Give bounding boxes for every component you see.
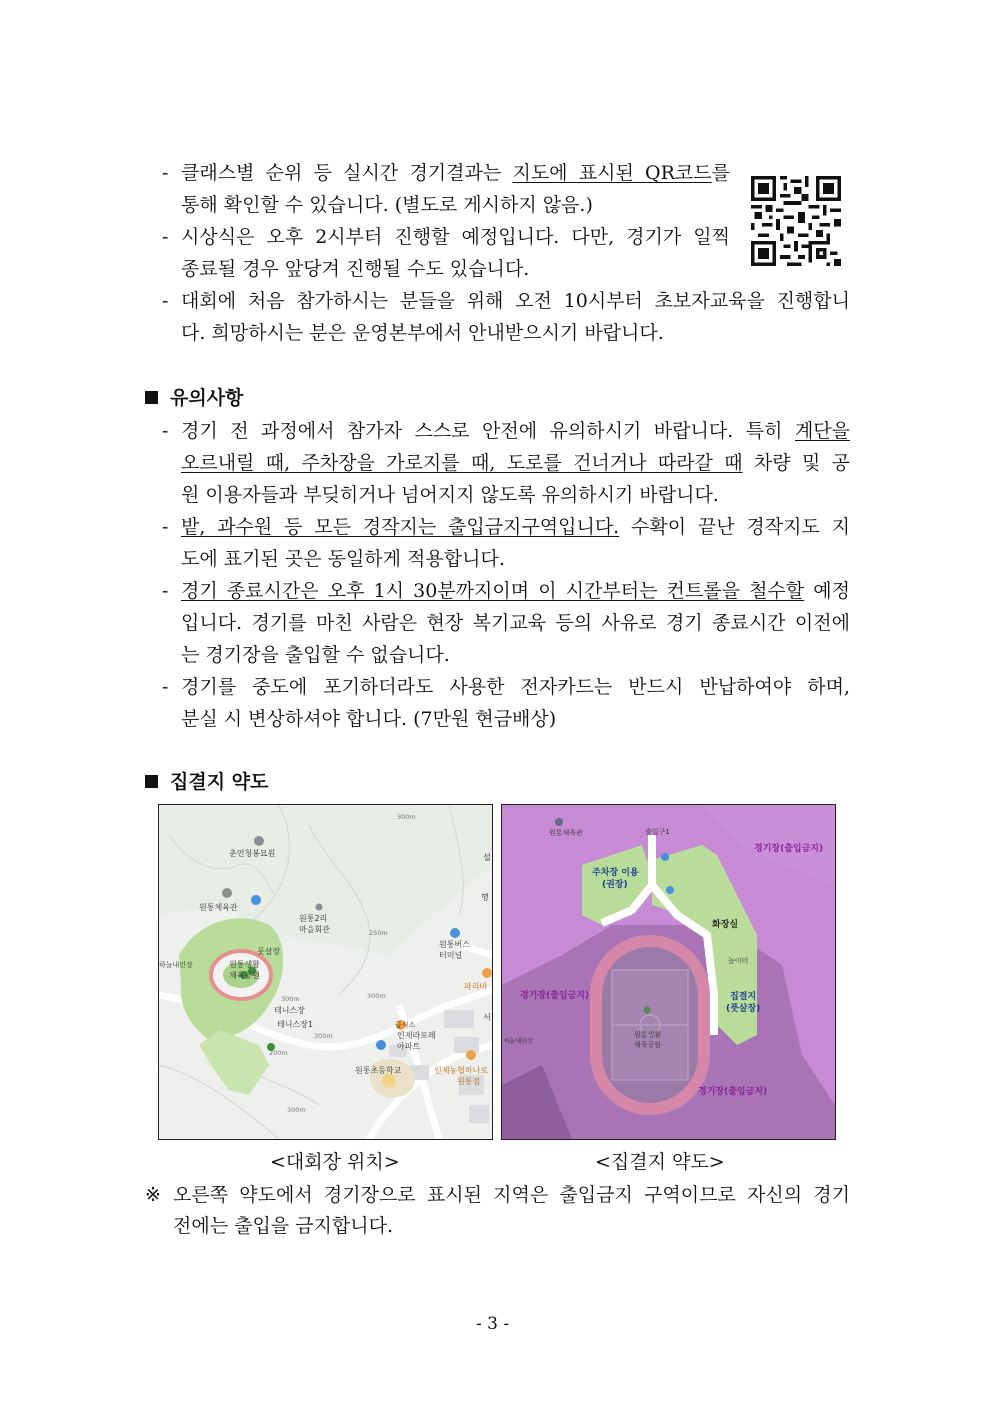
map-label-field-left: 경기장(출입금지) bbox=[520, 991, 590, 1001]
underlined-text: 계단을 bbox=[794, 420, 850, 442]
list-item-line bbox=[181, 193, 593, 217]
map-label-parking-2: (권장) bbox=[602, 880, 628, 890]
line-text: 클래스별 순위 등 실시간 경기결과는 bbox=[181, 162, 513, 184]
line-text: 수확이 끝난 경작지도 지 bbox=[619, 516, 851, 538]
map-label-toilet: 화장실 bbox=[712, 920, 739, 930]
list-item-line bbox=[181, 451, 850, 475]
line-text: 입니다. 경기를 마친 사람은 현장 복기교육 등의 사유로 경기 종료시간 이전에 bbox=[181, 612, 850, 634]
map-label-apartment-1: 인제라포레 bbox=[397, 1031, 436, 1040]
map-label-gym: 원통체육관 bbox=[549, 829, 583, 837]
assembly-heading: 집결지 약도 bbox=[145, 770, 268, 794]
note-line-1: 오른쪽 약도에서 경기장으로 표시된 지역은 출입금지 구역이므로 자신의 경기 bbox=[173, 1184, 850, 1206]
list-dash: - bbox=[162, 290, 169, 312]
caution-heading: 유의사항 bbox=[145, 386, 243, 410]
map-label-park-2: 체육공원 bbox=[634, 1041, 662, 1049]
list-item-line bbox=[181, 161, 730, 185]
map-label-cut3: 서 bbox=[483, 1013, 491, 1022]
list-item-line bbox=[181, 289, 850, 313]
list-item-line bbox=[181, 643, 450, 667]
contour-200: 200m bbox=[269, 1049, 288, 1057]
underlined-text: 경기 종료시간은 오후 1시 30분까지이며 이 시간부터는 컨트롤을 철수할 bbox=[181, 580, 805, 602]
map-label-village-hall-2: 마을회관 bbox=[299, 925, 330, 934]
list-item-line bbox=[181, 225, 730, 249]
contour-250: 250m bbox=[369, 929, 388, 937]
list-item-line bbox=[181, 707, 556, 731]
left-map-caption: <대회장 위치> bbox=[270, 1151, 400, 1173]
map-label-cafeteria: 급식소 bbox=[395, 1021, 416, 1029]
line-text: 통해 확인할 수 있습니다. (별도로 게시하지 않음.) bbox=[181, 194, 593, 216]
line-text: 경기를 중도에 포기하더라도 사용한 전자카드는 반드시 반납하여야 하며, bbox=[181, 676, 850, 698]
map-label-assembly-1: 집결지 bbox=[730, 992, 757, 1002]
map-label-playground: 놀이터 bbox=[728, 957, 749, 965]
list-dash: - bbox=[162, 226, 169, 248]
contour-300-d: 300m bbox=[314, 1032, 333, 1040]
list-dash: - bbox=[162, 420, 169, 442]
contour-300-a: 300m bbox=[397, 813, 416, 821]
underlined-text: 오르내릴 때, 주차장을 가로지를 때, 도로를 건너거나 따라갈 때 bbox=[181, 452, 743, 474]
qr-code[interactable] bbox=[751, 176, 841, 266]
map-label-bus-2: 터미널 bbox=[439, 951, 463, 960]
map-label-haneul: 하늘내린장 bbox=[159, 961, 193, 969]
page-number: - 3 - bbox=[476, 1314, 510, 1334]
list-dash: - bbox=[162, 516, 169, 538]
map-label-haneul: 하늘내린장 bbox=[504, 1038, 533, 1045]
list-item-line bbox=[181, 675, 850, 699]
map-label-cut2: 행 bbox=[481, 893, 489, 902]
contour-300-c: 300m bbox=[367, 992, 386, 1000]
map-label-park-2: 체육공원 bbox=[229, 971, 260, 980]
map-label-tennis: 테니스장 bbox=[274, 1006, 305, 1015]
map-label-school: 원통초등학교 bbox=[355, 1066, 402, 1075]
line-text: 도에 표기된 곳은 동일하게 적용합니다. bbox=[181, 548, 505, 570]
map-label-bus-1: 원통버스 bbox=[439, 940, 470, 949]
note-symbol: ※ bbox=[145, 1184, 161, 1206]
line-text: 차량 및 공 bbox=[742, 452, 850, 474]
list-dash: - bbox=[162, 162, 169, 184]
list-dash: - bbox=[162, 580, 169, 602]
underlined-text: 밭, 과수원 등 모든 경작지는 출입금지구역입니다. bbox=[181, 516, 620, 538]
line-text: 원 이용자들과 부딪히거나 넘어지지 않도록 유의하시기 바랍니다. bbox=[181, 484, 719, 506]
map-label-futsal: 풋살장 bbox=[257, 947, 281, 956]
line-text: 예정 bbox=[804, 580, 851, 602]
map-label-apartment-2: 아파트 bbox=[397, 1042, 421, 1051]
map-label-paris: 파리바 bbox=[464, 982, 488, 991]
contour-300-e: 300m bbox=[287, 1106, 306, 1114]
list-item-line bbox=[181, 483, 719, 507]
note-line-2: 전에는 출입을 금지합니다. bbox=[173, 1215, 394, 1237]
map-label-restricted-top: 경기장(출입금지) bbox=[754, 844, 824, 854]
list-dash: - bbox=[162, 676, 169, 698]
map-label-entrance: 출입구1 bbox=[645, 828, 670, 836]
list-item-line bbox=[181, 419, 850, 443]
venue-location-map[interactable] bbox=[158, 804, 493, 1140]
map-label-tennis1: 테니스장1 bbox=[277, 1020, 314, 1029]
map-label-park-1: 원통생활 bbox=[634, 1031, 662, 1039]
map-label-village-hall-1: 원통2리 bbox=[299, 914, 328, 923]
square-bullet-icon bbox=[145, 391, 158, 404]
line-text: 분실 시 변상하셔야 합니다. (7만원 현금배상) bbox=[181, 708, 557, 730]
list-item-line bbox=[181, 321, 664, 345]
underlined-text: 지도에 표시된 QR코드 bbox=[512, 162, 712, 184]
list-item-line bbox=[181, 547, 505, 571]
line-text: 종료될 경우 앞당겨 진행될 수도 있습니다. bbox=[181, 258, 530, 280]
line-text: 를 bbox=[711, 162, 731, 184]
list-item-line bbox=[181, 257, 529, 281]
map-label-cut1: 설 bbox=[483, 853, 491, 862]
map-label-nonghyup-2: 원통점 bbox=[457, 1077, 481, 1086]
line-text: 다. 희망하시는 분은 운영본부에서 안내받으시기 바랍니다. bbox=[181, 322, 664, 344]
map-label-nonghyup-1: 인제농협하나로 bbox=[434, 1066, 489, 1075]
map-label-parking-1: 주차장 이용 bbox=[592, 868, 639, 878]
right-map-caption: <집결지 약도> bbox=[595, 1151, 725, 1173]
line-text: 경기 전 과정에서 참가자 스스로 안전에 유의하시기 바랍니다. 특히 bbox=[181, 420, 795, 442]
map-label-cemetery: 춘언청봉묘원 bbox=[229, 849, 276, 858]
line-text: 대회에 처음 참가하시는 분들을 위해 오전 10시부터 초보자교육을 진행합니 bbox=[181, 290, 850, 312]
map-label-assembly-2: (풋살장) bbox=[726, 1004, 761, 1014]
contour-300-b: 300m bbox=[281, 995, 300, 1003]
square-bullet-icon bbox=[145, 775, 158, 788]
list-item-line bbox=[181, 611, 850, 635]
line-text: 는 경기장을 출입할 수 없습니다. bbox=[181, 644, 450, 666]
assembly-area-map[interactable] bbox=[501, 804, 836, 1140]
map-label-field-bottom: 경기장(출입금지) bbox=[698, 1087, 768, 1097]
map-label-gym: 원통체육관 bbox=[199, 903, 238, 912]
map-label-park-1: 원통생활 bbox=[229, 960, 260, 969]
line-text: 시상식은 오후 2시부터 진행할 예정입니다. 다만, 경기가 일찍 bbox=[181, 226, 730, 248]
list-item-line bbox=[181, 515, 850, 539]
list-item-line bbox=[181, 579, 850, 603]
